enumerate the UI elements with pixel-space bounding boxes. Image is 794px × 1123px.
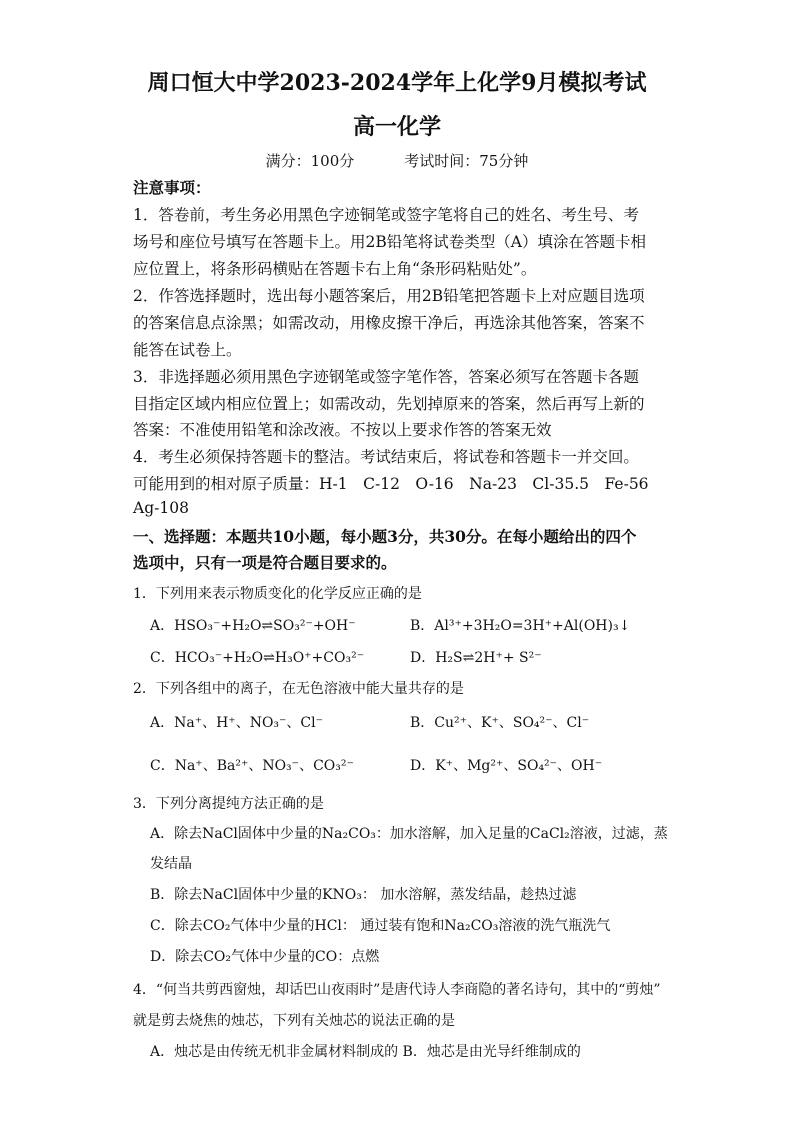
question-1-stem: 1．下列用来表示物质变化的化学反应正确的是 — [133, 586, 422, 602]
q3-option-a: A．除去NaCl固体中少量的Na₂CO₃：加水溶解，加入足量的CaCl₂溶液，过滤，蒸 — [150, 826, 668, 842]
section-heading: 选项中，只有一项是符合题目要求的。 — [133, 553, 397, 572]
exam-meta — [0, 150, 794, 171]
q2-option-d: D．K⁺、Mg²⁺、SO₄²⁻、OH⁻ — [410, 758, 603, 774]
q1-option-c: C．HCO₃⁻+H₂O⇌H₃O⁺+CO₃²⁻ — [150, 650, 365, 666]
notes-line: 能答在试卷上。 — [133, 341, 242, 359]
q2-option-c: C．Na⁺、Ba²⁺、NO₃⁻、CO₃²⁻ — [150, 758, 354, 774]
q1-option-a: A．HSO₃⁻+H₂O⇌SO₃²⁻+OH⁻ — [150, 618, 356, 634]
full-score: 满分：100分 — [265, 152, 355, 170]
notes-line: 场号和座位号填写在答题卡上。用2B铅笔将试卷类型（A）填涂在答题卡相 — [133, 233, 646, 251]
q3-option-b: B．除去NaCl固体中少量的KNO₃： 加水溶解，蒸发结晶，趁热过滤 — [150, 887, 577, 903]
question-3-stem: 3．下列分离提纯方法正确的是 — [133, 796, 324, 812]
exam-title: 周口恒大中学2023-2024学年上化学9月模拟考试 — [147, 70, 647, 96]
notes-line: 答案：不准使用铅笔和涂改液。不按以上要求作答的答案无效 — [133, 421, 552, 439]
q2-option-b: B．Cu²⁺、K⁺、SO₄²⁻、Cl⁻ — [410, 715, 590, 731]
q1-option-d: D．H₂S⇌2H⁺+ S²⁻ — [410, 650, 542, 666]
question-4-stem-cont: 就是剪去烧焦的烛芯，下列有关烛芯的说法正确的是 — [133, 1013, 455, 1029]
notes-line: 目指定区域内相应位置上；如需改动，先划掉原来的答案，然后再写上新的 — [133, 395, 645, 413]
q3-option-d: D．除去CO₂气体中少量的CO：点燃 — [150, 949, 380, 965]
atomic-mass-line: Ag-108 — [133, 499, 189, 517]
q2-option-a: A．Na⁺、H⁺、NO₃⁻、Cl⁻ — [150, 715, 324, 731]
q1-option-b: B．Al³⁺+3H₂O=3H⁺+Al(OH)₃↓ — [410, 618, 631, 634]
atomic-mass-line: 可能用到的相对原子质量：H-1 C-12 O-16 Na-23 Cl-35.5 Fe-56 — [133, 475, 649, 493]
notes-line: 3．非选择题必须用黑色字迹钢笔或签字笔作答，答案必须写在答题卡各题 — [133, 368, 639, 386]
exam-time: 考试时间：75分钟 — [404, 152, 529, 170]
notes-line: 1．答卷前，考生务必用黑色字迹铜笔或签字笔将自己的姓名、考生号、考 — [133, 206, 639, 224]
q4-options-ab: A．烛芯是由传统无机非金属材料制成的 B．烛芯是由光导纤维制成的 — [150, 1044, 581, 1060]
notes-heading: 注意事项： — [133, 178, 211, 197]
notes-line: 应位置上，将条形码横贴在答题卡右上角“条形码粘贴处”。 — [133, 260, 537, 278]
exam-subtitle: 高一化学 — [352, 114, 441, 140]
question-4-stem: 4．“何当共剪西窗烛，却话巴山夜雨时”是唐代诗人李商隐的著名诗句，其中的“剪烛” — [133, 982, 661, 998]
section-heading: 一、选择题：本题共10小题，每小题3分，共30分。在每小题给出的四个 — [133, 527, 637, 546]
notes-line: 4．考生必须保持答题卡的整洁。考试结束后，将试卷和答题卡一并交回。 — [133, 448, 639, 466]
q3-option-a-cont: 发结晶 — [150, 856, 192, 872]
q3-option-c: C．除去CO₂气体中少量的HCl： 通过装有饱和Na₂CO₃溶液的洗气瓶洗气 — [150, 918, 611, 934]
question-2-stem: 2．下列各组中的离子，在无色溶液中能大量共存的是 — [133, 681, 464, 697]
notes-line: 的答案信息点涂黑；如需改动，用橡皮擦干净后，再选涂其他答案，答案不 — [133, 314, 645, 332]
notes-line: 2．作答选择题时，选出每小题答案后，用2B铅笔把答题卡上对应题目选项 — [133, 287, 645, 305]
